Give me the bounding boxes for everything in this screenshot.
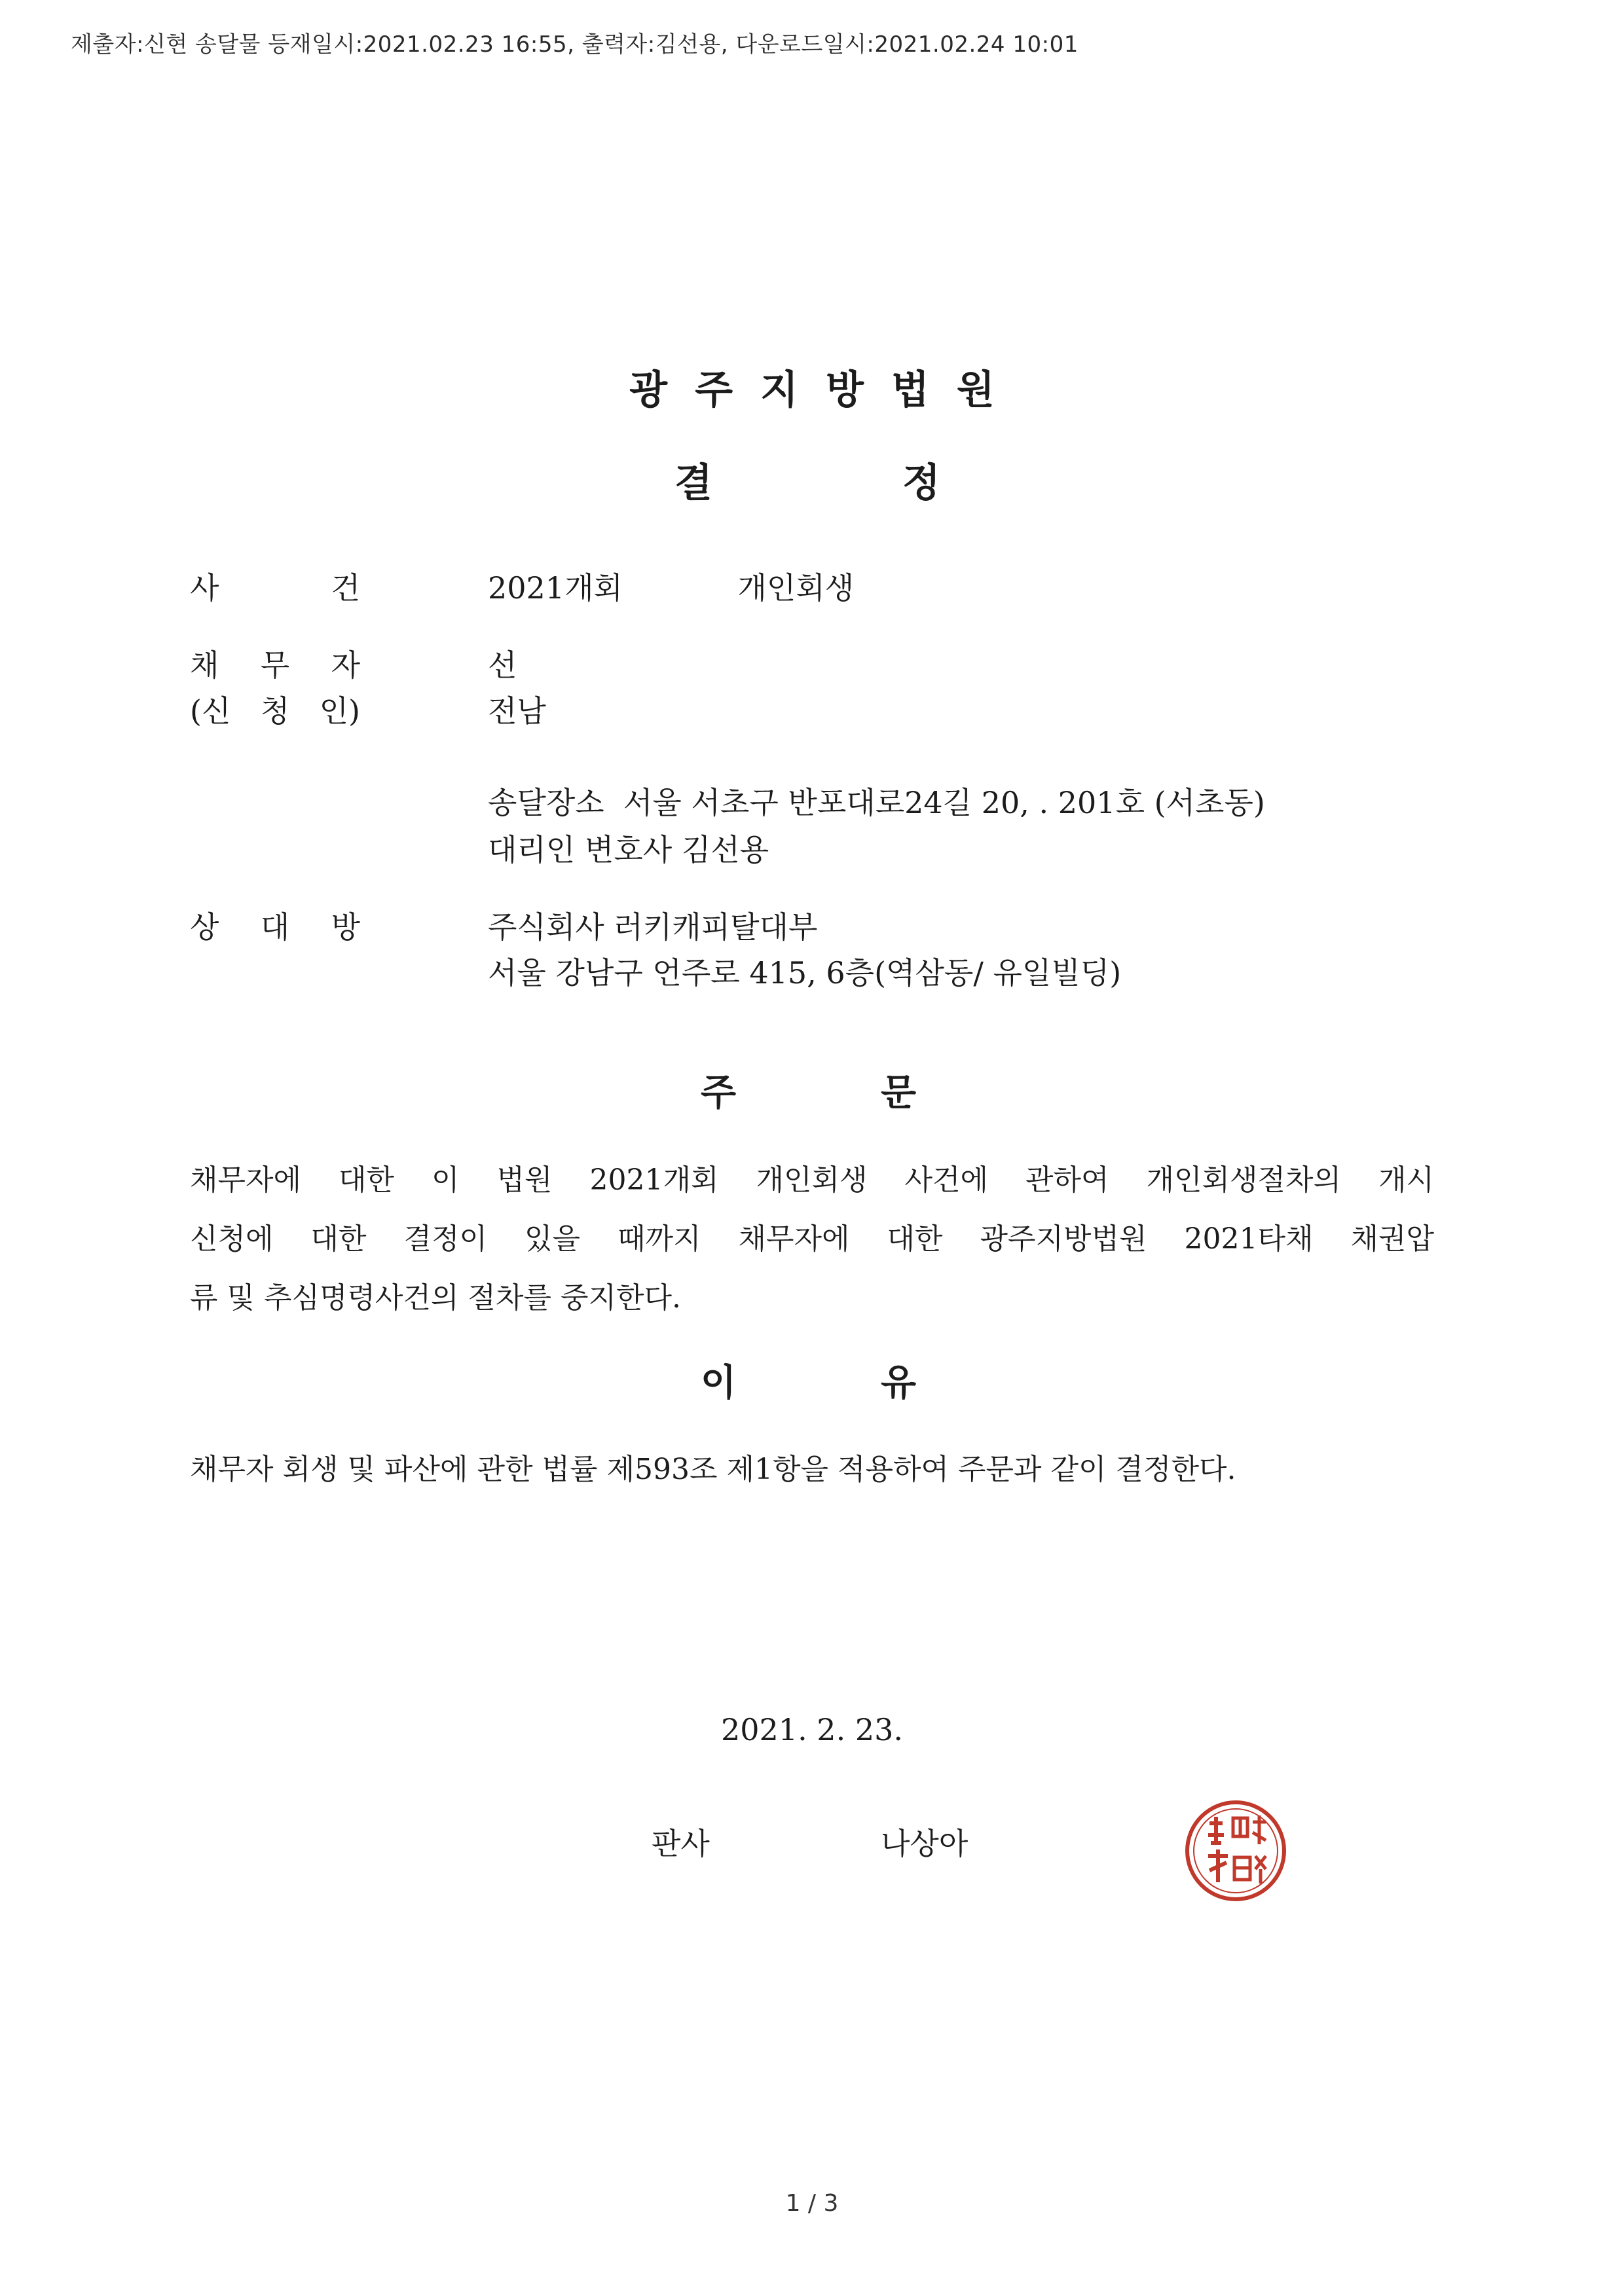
counterparty-address: 서울 강남구 언주로 415, 6층(역삼동/ 유일빌딩) bbox=[488, 955, 1122, 991]
order-line-1: 채무자에 대한 이 법원 2021개회 개인회생 사건에 관하여 개인회생절차의 개시 bbox=[190, 1163, 1434, 1197]
debtor-address: 전남 bbox=[488, 693, 546, 729]
service-place: 송달장소 서울 서초구 반포대로24길 20, . 201호 (서초동) bbox=[488, 785, 1265, 820]
case-label: 사 건 bbox=[190, 570, 360, 606]
debtor-label: 채 무 자 bbox=[190, 647, 360, 683]
document-title-char-1: 결 bbox=[674, 460, 712, 506]
judge-role: 판사 bbox=[652, 1826, 710, 1861]
download-header: 제출자:신현 송달물 등재일시:2021.02.23 16:55, 출력자:김선용, 다운로드일시:2021.02.24 10:01 bbox=[71, 31, 1079, 58]
order-line-2: 신청에 대한 결정이 있을 때까지 채무자에 대한 광주지방법원 2021타채 채권압 bbox=[190, 1222, 1434, 1256]
decision-date: 2021. 2. 23. bbox=[721, 1712, 903, 1747]
page-number: 1 / 3 bbox=[785, 2190, 839, 2217]
order-line-3: 류 및 추심명령사건의 절차를 중지한다. bbox=[190, 1281, 681, 1315]
counterparty-label: 상 대 방 bbox=[190, 909, 360, 945]
reason-title: 이 유 bbox=[701, 1362, 917, 1404]
document-title-char-2: 정 bbox=[902, 460, 940, 506]
reason-body: 채무자 회생 및 파산에 관한 법률 제593조 제1항을 적용하여 주문과 같이 결정한다. bbox=[190, 1453, 1236, 1486]
debtor-name: 선 bbox=[488, 647, 517, 683]
order-title: 주 문 bbox=[701, 1072, 917, 1114]
judge-seal-icon bbox=[1182, 1797, 1290, 1905]
judge-name: 나상아 bbox=[881, 1826, 969, 1861]
document-title bbox=[0, 452, 1624, 504]
court-name: 광주지방법원 bbox=[629, 367, 1022, 413]
applicant-label: (신 청 인) bbox=[190, 693, 360, 729]
counterparty-name: 주식회사 러키캐피탈대부 bbox=[488, 909, 818, 945]
case-number: 2021개회 개인회생 bbox=[488, 570, 855, 606]
order-body bbox=[190, 1151, 1434, 1328]
debtor-agent: 대리인 변호사 김선용 bbox=[488, 832, 769, 867]
